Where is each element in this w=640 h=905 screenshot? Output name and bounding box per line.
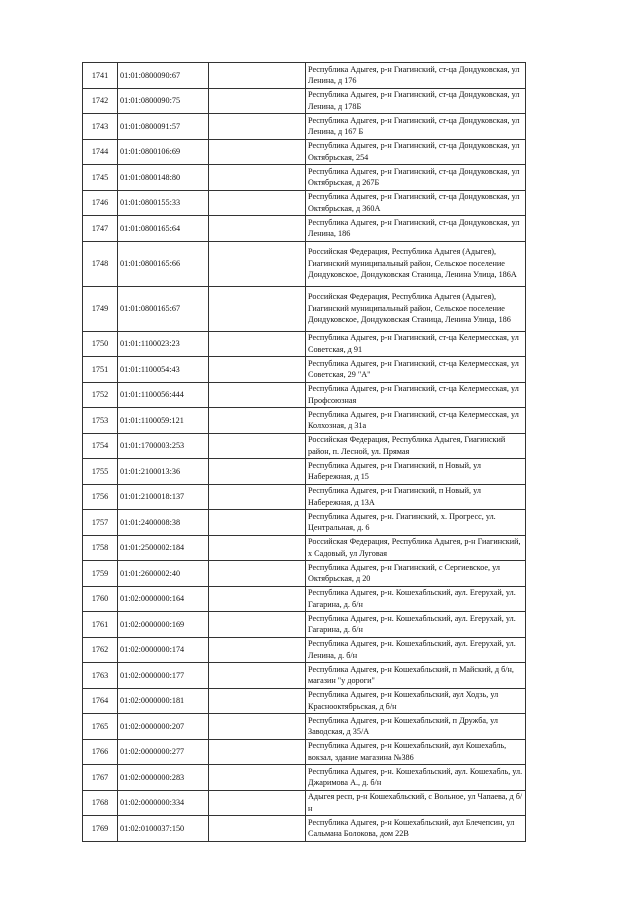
num-cell: 1759 [83, 561, 118, 587]
address-cell: Республика Адыгея, р-н Кошехабльский, п Майский, д б/н, магазин "у дороги" [306, 663, 526, 689]
address-cell: Республика Адыгея, р-н Гиагинский, ст-ца Келермесская, ул Колхозная, д 31а [306, 408, 526, 434]
address-cell: Республика Адыгея, р-н. Кошехабльский, аул. Кошехабль, ул. Джаримова А., д. б/н [306, 765, 526, 791]
address-cell: Республика Адыгея, р-н Кошехабльский, аул Ходзь, ул Краснооктябрьская, д б/н [306, 688, 526, 714]
table-row [83, 688, 526, 714]
address-cell: Республика Адыгея, р-н Гиагинский, ст-ца Дондуковская, ул Октябрьская, 254 [306, 139, 526, 165]
cadastral-cell: 01:01:1700003:253 [118, 433, 209, 459]
table-row [83, 139, 526, 165]
address-cell: Республика Адыгея, р-н Гиагинский, ст-ца Дондуковская, ул Ленина, 186 [306, 216, 526, 242]
table-row [83, 586, 526, 612]
table-row [83, 190, 526, 216]
address-cell: Республика Адыгея, р-н Кошехабльский, аул Кошехабль, вокзал, здание магазина №386 [306, 739, 526, 765]
num-cell: 1755 [83, 459, 118, 485]
num-cell: 1754 [83, 433, 118, 459]
address-cell: Республика Адыгея, р-н. Кошехабльский, аул. Егерухай, ул. Гагарина, д. б/н [306, 586, 526, 612]
num-cell: 1756 [83, 484, 118, 510]
address-cell: Республика Адыгея, р-н Кошехабльский, аул Блечепсин, ул Сальмана Болокова, дом 22В [306, 816, 526, 842]
cadastral-cell: 01:01:0800148:80 [118, 165, 209, 191]
empty-cell [209, 190, 306, 216]
empty-cell [209, 816, 306, 842]
num-cell: 1762 [83, 637, 118, 663]
empty-cell [209, 241, 306, 286]
address-cell: Российская Федерация, Республика Адыгея (Адыгея), Гиагинский муниципальный район, Сельское поселение Дондуковское, Дондуковская Станица, Ленина Улица, 186А [306, 241, 526, 286]
table-row [83, 433, 526, 459]
table-row [83, 241, 526, 286]
empty-cell [209, 139, 306, 165]
cadastral-cell: 01:01:2400008:38 [118, 510, 209, 536]
num-cell: 1761 [83, 612, 118, 638]
table-row [83, 739, 526, 765]
empty-cell [209, 510, 306, 536]
table-row [83, 816, 526, 842]
table-row [83, 714, 526, 740]
table-row [83, 63, 526, 89]
empty-cell [209, 408, 306, 434]
cadastral-cell: 01:01:1100023:23 [118, 331, 209, 357]
address-cell: Республика Адыгея, р-н Гиагинский, ст-ца Дондуковская, ул Октябрьская, д 360А [306, 190, 526, 216]
address-cell: Республика Адыгея, р-н. Кошехабльский, аул. Егерухай, ул. Гагарина, д. б/н [306, 612, 526, 638]
table-row [83, 765, 526, 791]
address-cell: Российская Федерация, Республика Адыгея, р-н Гиагинский, х Садовый, ул Луговая [306, 535, 526, 561]
num-cell: 1744 [83, 139, 118, 165]
cadastral-cell: 01:01:2100018:137 [118, 484, 209, 510]
address-cell: Республика Адыгея, р-н. Кошехабльский, аул. Егерухай, ул. Ленина, д. б/н [306, 637, 526, 663]
cadastral-cell: 01:01:0800091:57 [118, 114, 209, 140]
table-row [83, 331, 526, 357]
table-row [83, 216, 526, 242]
num-cell: 1760 [83, 586, 118, 612]
num-cell: 1758 [83, 535, 118, 561]
empty-cell [209, 63, 306, 89]
empty-cell [209, 433, 306, 459]
num-cell: 1743 [83, 114, 118, 140]
cadastral-cell: 01:01:0800106:69 [118, 139, 209, 165]
num-cell: 1767 [83, 765, 118, 791]
address-cell: Республика Адыгея, р-н. Гиагинский, х. Прогресс, ул. Центральная, д. 6 [306, 510, 526, 536]
cadastral-cell: 01:01:2100013:36 [118, 459, 209, 485]
num-cell: 1753 [83, 408, 118, 434]
num-cell: 1757 [83, 510, 118, 536]
num-cell: 1763 [83, 663, 118, 689]
table-row [83, 637, 526, 663]
address-cell: Адыгея респ, р-н Кошехабльский, с Вольное, ул Чапаева, д б/н [306, 790, 526, 816]
num-cell: 1747 [83, 216, 118, 242]
empty-cell [209, 561, 306, 587]
num-cell: 1742 [83, 88, 118, 114]
cadastral-cell: 01:02:0000000:181 [118, 688, 209, 714]
num-cell: 1764 [83, 688, 118, 714]
table-row [83, 510, 526, 536]
address-cell: Российская Федерация, Республика Адыгея (Адыгея), Гиагинский муниципальный район, Сельское поселение Дондуковское, Дондуковская Станица, Ленина Улица, 186 [306, 286, 526, 331]
table-row [83, 459, 526, 485]
table-row [83, 382, 526, 408]
registry-table [82, 62, 526, 842]
address-cell: Республика Адыгея, р-н Гиагинский, ст-ца Дондуковская, ул Октябрьская, д 267Б [306, 165, 526, 191]
num-cell: 1741 [83, 63, 118, 89]
address-cell: Республика Адыгея, р-н Гиагинский, ст-ца Келермесская, ул Советская, д 91 [306, 331, 526, 357]
cadastral-cell: 01:01:0800155:33 [118, 190, 209, 216]
table-row [83, 612, 526, 638]
address-cell: Республика Адыгея, р-н Гиагинский, ст-ца Келермесская, ул Советская, 29 "А" [306, 357, 526, 383]
table-row [83, 88, 526, 114]
address-cell: Республика Адыгея, р-н Гиагинский, ст-ца Дондуковская, ул Ленина, д 178Б [306, 88, 526, 114]
empty-cell [209, 357, 306, 383]
num-cell: 1765 [83, 714, 118, 740]
cadastral-cell: 01:02:0000000:334 [118, 790, 209, 816]
num-cell: 1745 [83, 165, 118, 191]
num-cell: 1752 [83, 382, 118, 408]
empty-cell [209, 688, 306, 714]
empty-cell [209, 739, 306, 765]
cadastral-cell: 01:02:0000000:169 [118, 612, 209, 638]
cadastral-cell: 01:01:0800165:64 [118, 216, 209, 242]
empty-cell [209, 637, 306, 663]
cadastral-cell: 01:01:1100056:444 [118, 382, 209, 408]
address-cell: Республика Адыгея, р-н Гиагинский, ст-ца Дондуковская, ул Ленина, д 176 [306, 63, 526, 89]
cadastral-cell: 01:01:2600002:40 [118, 561, 209, 587]
cadastral-cell: 01:01:2500002:184 [118, 535, 209, 561]
address-cell: Республика Адыгея, р-н Гиагинский, ст-ца Келермесская, ул Профсоюзная [306, 382, 526, 408]
empty-cell [209, 165, 306, 191]
cadastral-cell: 01:02:0000000:207 [118, 714, 209, 740]
cadastral-cell: 01:02:0000000:277 [118, 739, 209, 765]
table-row [83, 561, 526, 587]
cadastral-cell: 01:01:1100054:43 [118, 357, 209, 383]
empty-cell [209, 459, 306, 485]
empty-cell [209, 484, 306, 510]
table-row [83, 357, 526, 383]
num-cell: 1768 [83, 790, 118, 816]
cadastral-cell: 01:01:0800165:67 [118, 286, 209, 331]
num-cell: 1751 [83, 357, 118, 383]
table-row [83, 790, 526, 816]
empty-cell [209, 216, 306, 242]
table-row [83, 286, 526, 331]
cadastral-cell: 01:01:1100059:121 [118, 408, 209, 434]
registry-rows [83, 63, 526, 842]
table-row [83, 408, 526, 434]
cadastral-cell: 01:02:0000000:177 [118, 663, 209, 689]
empty-cell [209, 790, 306, 816]
address-cell: Республика Адыгея, р-н Гиагинский, п Новый, ул Набережная, д 15 [306, 459, 526, 485]
cadastral-cell: 01:02:0100037:150 [118, 816, 209, 842]
table-row [83, 663, 526, 689]
cadastral-cell: 01:01:0800090:67 [118, 63, 209, 89]
num-cell: 1746 [83, 190, 118, 216]
cadastral-cell: 01:01:0800165:66 [118, 241, 209, 286]
cadastral-cell: 01:02:0000000:283 [118, 765, 209, 791]
num-cell: 1749 [83, 286, 118, 331]
empty-cell [209, 286, 306, 331]
empty-cell [209, 612, 306, 638]
empty-cell [209, 714, 306, 740]
num-cell: 1766 [83, 739, 118, 765]
address-cell: Республика Адыгея, р-н Гиагинский, ст-ца Дондуковская, ул Ленина, д 167 Б [306, 114, 526, 140]
empty-cell [209, 765, 306, 791]
num-cell: 1750 [83, 331, 118, 357]
address-cell: Республика Адыгея, р-н Гиагинский, п Новый, ул Набережная, д 13А [306, 484, 526, 510]
table-row [83, 484, 526, 510]
num-cell: 1748 [83, 241, 118, 286]
empty-cell [209, 114, 306, 140]
table-row [83, 114, 526, 140]
num-cell: 1769 [83, 816, 118, 842]
cadastral-cell: 01:01:0800090:75 [118, 88, 209, 114]
cadastral-cell: 01:02:0000000:164 [118, 586, 209, 612]
empty-cell [209, 88, 306, 114]
address-cell: Республика Адыгея, р-н Гиагинский, с Сергиевское, ул Октябрьская, д 20 [306, 561, 526, 587]
table-row [83, 165, 526, 191]
table-row [83, 535, 526, 561]
address-cell: Российская Федерация, Республика Адыгея, Гиагинский район, п. Лесной, ул. Прямая [306, 433, 526, 459]
empty-cell [209, 535, 306, 561]
cadastral-cell: 01:02:0000000:174 [118, 637, 209, 663]
empty-cell [209, 586, 306, 612]
empty-cell [209, 663, 306, 689]
address-cell: Республика Адыгея, р-н Кошехабльский, п Дружба, ул Заводская, д 35/А [306, 714, 526, 740]
empty-cell [209, 382, 306, 408]
empty-cell [209, 331, 306, 357]
